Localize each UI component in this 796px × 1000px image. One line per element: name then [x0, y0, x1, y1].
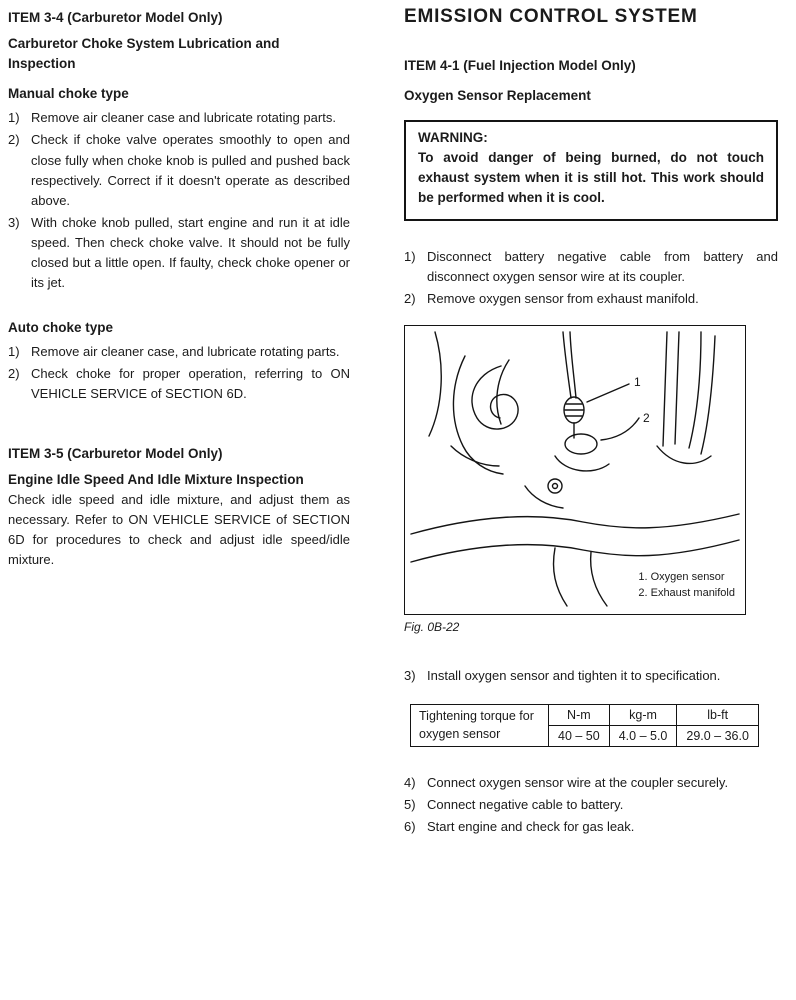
item-3-4-heading: ITEM 3-4 (Carburetor Model Only) — [8, 10, 223, 25]
replacement-step — [404, 795, 778, 815]
torque-spec-table — [410, 704, 759, 747]
step-number: 2) — [8, 132, 20, 148]
step-text: Remove air cleaner case, and lubricate rotating parts. — [31, 343, 340, 359]
manual-choke-step — [8, 130, 350, 211]
auto-choke-step — [8, 364, 350, 404]
right-column — [404, 6, 778, 840]
step-text: With choke knob pulled, start engine and run it at idle speed. Then check choke valve. It should not be fully closed but a little open. If faulty, check choke opener or its jet. — [31, 215, 350, 291]
manual-choke-step — [8, 108, 350, 128]
step-number: 5) — [404, 797, 416, 813]
step-text: Check if choke valve operates smoothly to open and close fully when choke knob is pulled and pushed back respectively. Correct if it doesn't operate as described above. — [31, 132, 350, 208]
step-text: Start engine and check for gas leak. — [427, 819, 635, 835]
figure-oxygen-sensor — [404, 325, 746, 615]
replacement-step — [404, 817, 778, 837]
step-text: Install oxygen sensor and tighten it to specification. — [427, 667, 721, 683]
replacement-step — [404, 247, 778, 287]
item-3-5-heading: ITEM 3-5 (Carburetor Model Only) — [8, 446, 223, 462]
table-header-lbft: lb-ft — [677, 705, 759, 726]
table-row — [411, 705, 759, 726]
figure-legend — [638, 569, 735, 602]
figure-callout-2: 2 — [643, 410, 650, 425]
item-3-5-body: Check idle speed and idle mixture, and adjust them as necessary. Refer to ON VEHICLE SERVICE of SECTION 6D for procedures to check and adjust idle speed/idle mixture. — [8, 492, 350, 568]
replacement-step — [404, 666, 778, 686]
auto-choke-step — [8, 342, 350, 362]
auto-choke-heading: Auto choke type — [8, 319, 114, 335]
manual-choke-step — [8, 213, 350, 294]
left-column — [8, 8, 350, 571]
warning-text: To avoid danger of being burned, do not touch exhaust system when it is still hot. This work should be performed when it is cool. — [418, 149, 764, 206]
replacement-step — [404, 289, 778, 309]
item-4-1-subheading: Oxygen Sensor Replacement — [404, 87, 591, 103]
replacement-step — [404, 773, 778, 793]
step-text: Connect negative cable to battery. — [427, 797, 624, 813]
step-text: Remove air cleaner case and lubricate rotating parts. — [31, 110, 336, 126]
step-number: 2) — [8, 365, 20, 381]
table-row-label: Tightening torque for oxygen sensor — [411, 705, 549, 747]
section-title: EMISSION CONTROL SYSTEM — [404, 6, 698, 27]
step-number: 1) — [8, 110, 20, 126]
step-number: 3) — [404, 667, 416, 683]
step-number: 1) — [8, 343, 20, 359]
item-3-5-subheading: Engine Idle Speed And Idle Mixture Inspection — [8, 471, 304, 487]
step-number: 4) — [404, 775, 416, 791]
item-3-4-subheading: Carburetor Choke System Lubrication and Inspection — [8, 35, 280, 71]
step-text: Disconnect battery negative cable from battery and disconnect oxygen sensor wire at its coupler. — [427, 248, 778, 284]
step-text: Remove oxygen sensor from exhaust manifold. — [427, 290, 699, 306]
step-number: 1) — [404, 248, 416, 264]
table-value-nm: 40 – 50 — [549, 726, 610, 747]
step-text: Check choke for proper operation, referring to ON VEHICLE SERVICE of SECTION 6D. — [31, 365, 350, 402]
figure-legend-line: 1. Oxygen sensor — [638, 570, 725, 583]
step-text: Connect oxygen sensor wire at the coupler securely. — [427, 775, 729, 791]
manual-choke-heading: Manual choke type — [8, 86, 129, 102]
step-number: 3) — [8, 215, 20, 231]
table-header-nm: N-m — [549, 705, 610, 726]
item-4-1-heading: ITEM 4-1 (Fuel Injection Model Only) — [404, 58, 636, 73]
table-header-kgm: kg-m — [609, 705, 677, 726]
figure-caption: Fig. 0B-22 — [404, 619, 460, 634]
warning-box — [404, 120, 778, 221]
step-number: 6) — [404, 819, 416, 835]
warning-label: WARNING: — [418, 129, 488, 145]
table-value-lbft: 29.0 – 36.0 — [677, 726, 759, 747]
step-number: 2) — [404, 290, 416, 306]
table-value-kgm: 4.0 – 5.0 — [609, 726, 677, 747]
figure-callout-1: 1 — [634, 374, 641, 389]
figure-legend-line: 2. Exhaust manifold — [638, 587, 735, 600]
